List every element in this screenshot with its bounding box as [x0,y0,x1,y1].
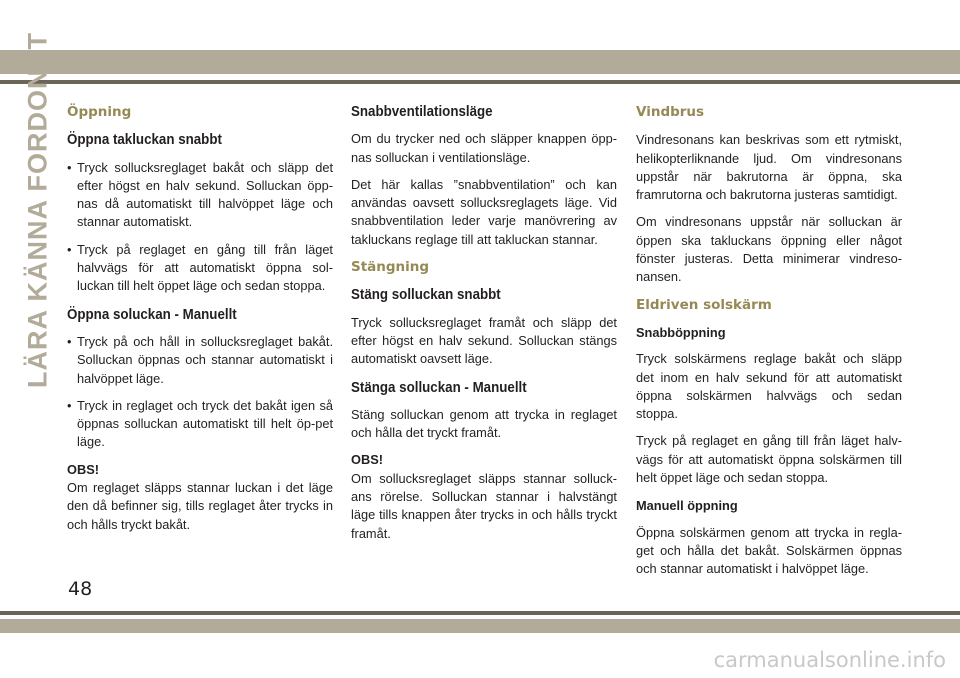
heading-snabbventilation: Snabbventilationsläge [351,104,493,120]
note-text: Om sollucksreglaget släpps stannar solluck-ans rörelse. Solluckan stannar i halvstängt läge tills knappen åter trycks in och hålls tryckt framåt. [351,470,617,541]
heading-stangning: Stängning [351,259,430,276]
footer-band [0,619,960,633]
paragraph: Det här kallas ”snabbventilation” och kan användas oavsett sollucksreglagets läge. Vid snabbventilation leder varje manövrering av takluckans reglage till att takluckan stannar. [351,176,617,247]
heading-vindbrus: Vindbrus [636,104,705,120]
bullet-list-2 [67,333,333,452]
paragraph: Stäng solluckan genom att trycka in reglaget och hålla det tryckt framåt. [351,406,617,441]
list-item: • Tryck sollucksreglaget bakåt och släpp det efter högst en halv sekund. Solluckan öpp-nas då automatiskt till halvöppet läge och stannar automatiskt. [67,159,333,232]
chapter-side-tab: LÄRA KÄNNA FORDONET [22,32,53,388]
paragraph: Om du trycker ned och släpper knappen öpp-nas solluckan i ventilationsläge. [351,131,617,165]
heading-stang-manuellt: Stänga solluckan - Manuellt [351,379,527,396]
page-number: 48 [68,578,93,600]
list-item: • Tryck in reglaget och tryck det bakåt igen så öppnas solluckan automatiskt till helt öp-pet läge. [67,397,333,452]
heading-manuellt: Öppna soluckan - Manuellt [67,306,237,323]
list-item: • Tryck på och håll in sollucksreglaget bakåt. Solluckan öppnas och stannar automatiskt i halvöppet läge. [67,333,333,388]
heading-oppning: Öppning [67,104,132,120]
heading-oppna-snabbt: Öppna takluckan snabbt [67,132,222,149]
column-3 [636,94,902,588]
column-2 [351,94,617,552]
note [67,461,333,534]
header-band [0,50,960,74]
paragraph: Tryck solskärmens reglage bakåt och släpp det inom en halv sekund för att automatiskt öppna solskärmen halvvägs och sedan stoppa. [636,351,902,422]
heading-eldriven-solskarm: Eldriven solskärm [636,296,772,313]
paragraph: Vindresonans kan beskrivas som ett rytmiskt, helikopterliknande ljud. Om vindresonans uppstår när bakrutorna är öppna, ska framrutorna och bakrutorna justeras samtidigt. [636,132,902,203]
paragraph: Om vindresonans uppstår när solluckan är öppen ska takluckans öppning eller något fönster justeras. Detta minimerar vindreso-nansen. [636,214,902,285]
paragraph: Tryck sollucksreglaget framåt och släpp det efter högst en halv sekund. Solluckan stängs automatiskt oavsett läge. [351,314,617,367]
list-item: • Tryck på reglaget en gång till från läget halvvägs för att automatiskt öppna sol-luckan till helt öppet läge och sedan stoppa. [67,241,333,296]
footer-rule [0,611,960,615]
paragraph: Öppna solskärmen genom att trycka in regla-get och hålla det bakåt. Solskärmen öppnas och stannar automatiskt i halvöppet läge. [636,524,902,577]
header-rule [0,80,960,84]
note-label: OBS! [67,461,99,477]
paragraph: Tryck på reglaget en gång till från läget halv-vägs för att automatiskt öppna solskärmen till helt öppet läge och sedan stoppa. [636,433,902,486]
heading-snabboppning: Snabböppning [636,324,726,340]
bullet-list-1 [67,159,333,296]
note [351,451,617,542]
note-text: Om reglaget släpps stannar luckan i det läge den då befinner sig, tills reglaget åter trycks in och hålls tryckt bakåt. [67,480,333,532]
note-label: OBS! [351,452,383,468]
heading-stang-snabbt: Stäng solluckan snabbt [351,287,501,304]
watermark-logo: carmanualsonline.info [713,648,946,672]
heading-manuell-oppning: Manuell öppning [636,498,738,514]
column-1 [67,94,333,543]
